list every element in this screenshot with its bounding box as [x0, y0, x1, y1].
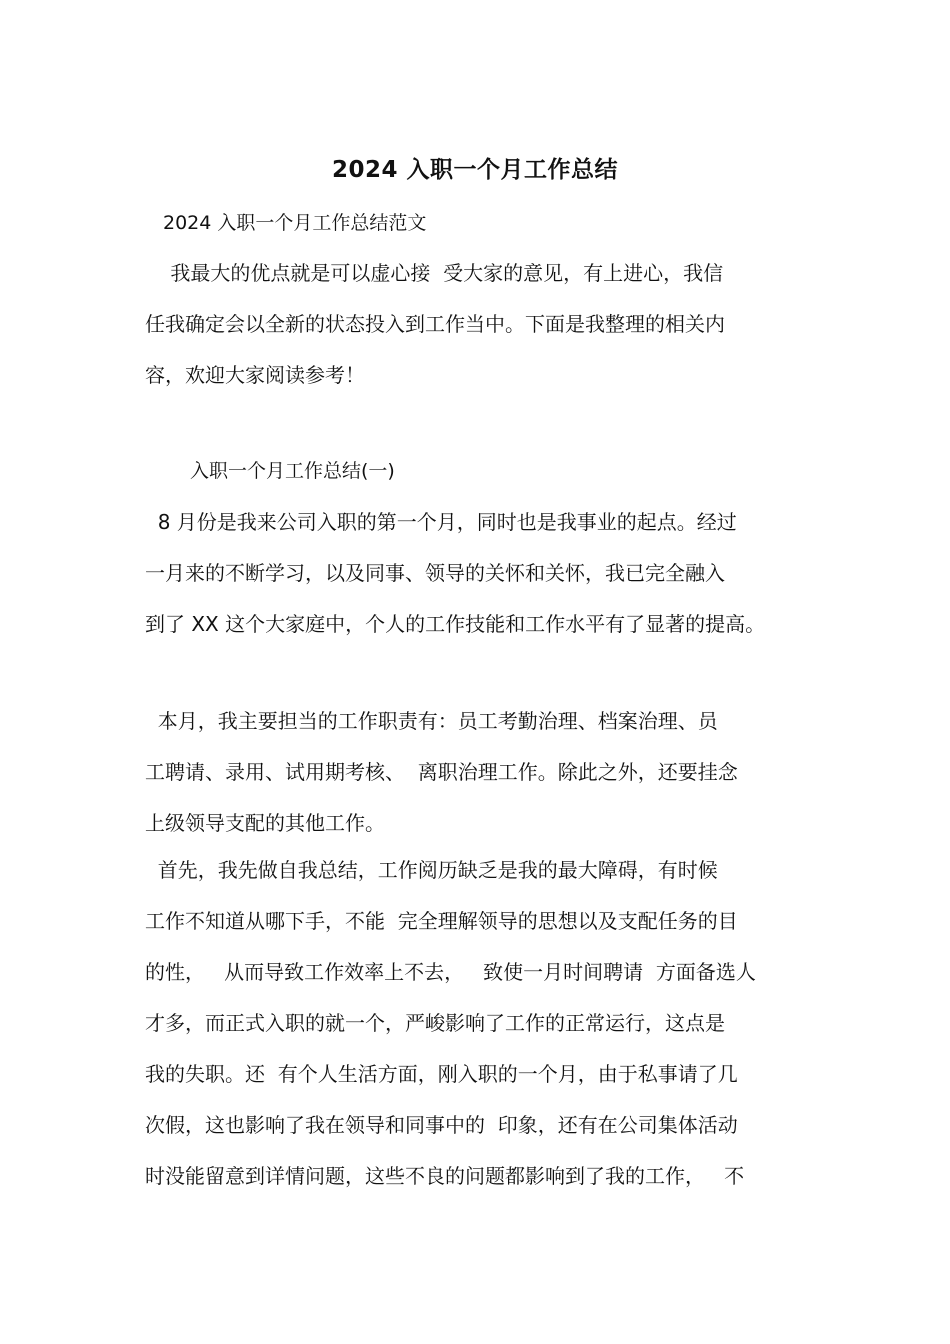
text-line: 首先，我先做自我总结，工作阅历缺乏是我的最大障碍，有时候 [145, 858, 718, 882]
text-line: 的性， 从而导致工作效率上不去， 致使一月时间聘请 方面备选人 [145, 960, 756, 984]
text-line: 一月来的不断学习，以及同事、领导的关怀和关怀，我已完全融入 [145, 561, 725, 585]
document-title: 2024 入职一个月工作总结 [331, 157, 619, 183]
text-line: 上级领导支配的其他工作。 [145, 811, 385, 835]
document-subtitle: 2024 入职一个月工作总结范文 [163, 212, 427, 234]
text-line: 我最大的优点就是可以虚心接 受大家的意见，有上进心，我信 [145, 261, 724, 285]
text-line: 才多，而正式入职的就一个，严峻影响了工作的正常运行，这点是 [145, 1011, 725, 1035]
paragraph-2 [145, 696, 815, 849]
text-line: 时没能留意到详情问题，这些不良的问题都影响到了我的工作， 不 [145, 1164, 745, 1188]
intro-paragraph [145, 248, 815, 401]
text-line: 任我确定会以全新的状态投入到工作当中。下面是我整理的相关内 [145, 312, 725, 336]
text-line: 容，欢迎大家阅读参考！ [145, 363, 365, 387]
section-heading: 入职一个月工作总结(一) [190, 460, 395, 482]
text-line: 我的失职。还 有个人生活方面，刚入职的一个月，由于私事请了几 [145, 1062, 738, 1086]
text-line: 次假，这也影响了我在领导和同事中的 印象，还有在公司集体活动 [145, 1113, 738, 1137]
text-line: 到了 XX 这个大家庭中，个人的工作技能和工作水平有了显著的提高。 [145, 612, 766, 636]
text-line: 8 月份是我来公司入职的第一个月，同时也是我事业的起点。经过 [145, 510, 737, 534]
text-line: 本月，我主要担当的工作职责有：员工考勤治理、档案治理、员 [145, 709, 718, 733]
text-line: 工作不知道从哪下手，不能 完全理解领导的思想以及支配任务的目 [145, 909, 738, 933]
paragraph-3 [145, 845, 815, 1202]
paragraph-1 [145, 497, 815, 650]
text-line: 工聘请、录用、试用期考核、 离职治理工作。除此之外，还要挂念 [145, 760, 738, 784]
